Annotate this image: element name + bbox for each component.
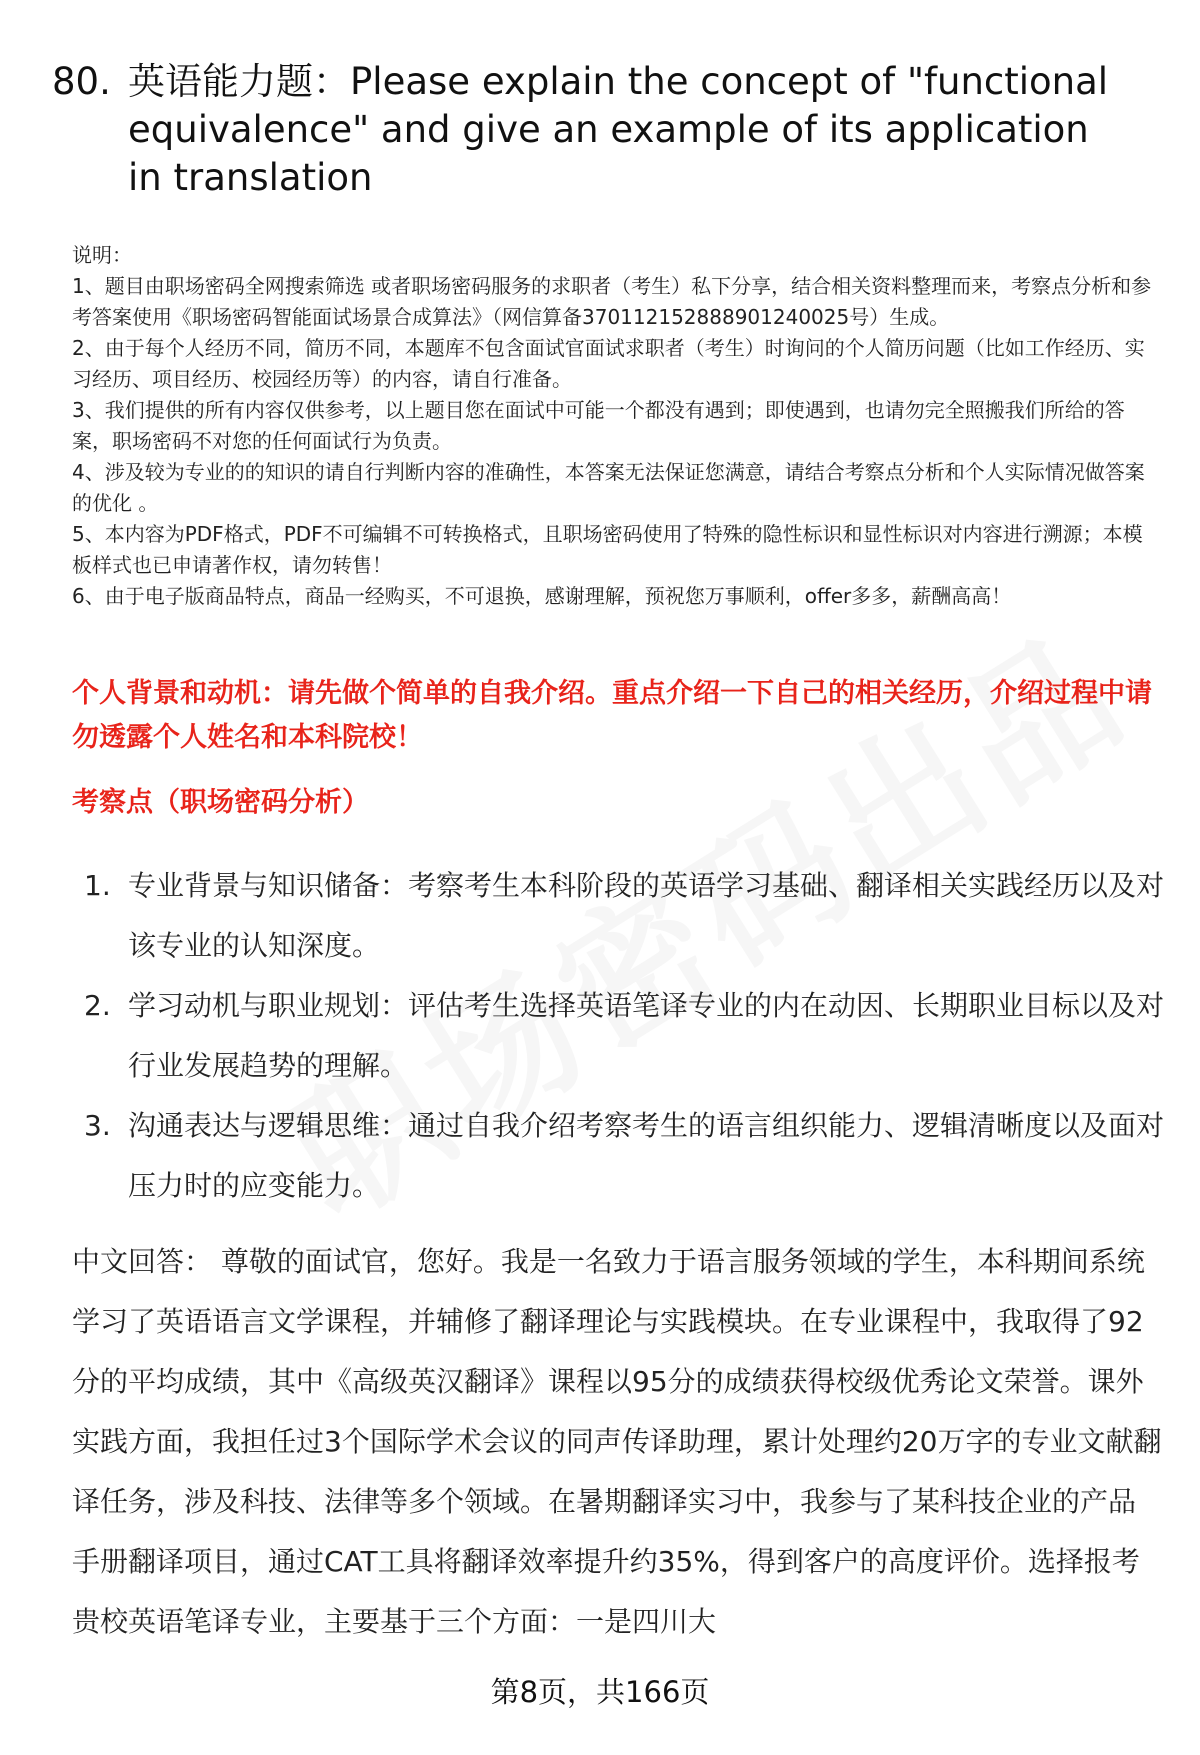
list-item-number: 1. [84, 869, 111, 902]
notes-section [72, 240, 1162, 612]
question-number: 80. [52, 60, 111, 103]
section-heading: 个人背景和动机：请先做个简单的自我介绍。重点介绍一下自己的相关经历，介绍过程中请勿透露个人姓名和本科院校！ [72, 678, 1152, 753]
list-item [84, 976, 1164, 1096]
list-item-number: 3. [84, 1109, 111, 1142]
answer-paragraph: 中文回答： 尊敬的面试官，您好。我是一名致力于语言服务领域的学生，本科期间系统学习了英语语言文学课程，并辅修了翻译理论与实践模块。在专业课程中，我取得了92分的平均成绩，其中《高级英汉翻译》课程以95分的成绩获得校级优秀论文荣誉。课外实践方面，我担任过3个国际学术会议的同声传译助理，累计处理约20万字的专业文献翻译任务，涉及科技、法律等多个领域。在暑期翻译实习中，我参与了某科技企业的产品手册翻译项目，通过CAT工具将翻译效率提升约35%，得到客户的高度评价。选择报考贵校英语笔译专业，主要基于三个方面：一是四川大 [72, 1245, 1162, 1638]
note-item-1: 1、题目由职场密码全网搜索筛选 或者职场密码服务的求职者（考生）私下分享，结合相关资料整理而来，考察点分析和参考答案使用《职场密码智能面试场景合成算法》（网信算备370112152888901240025号）生成。 [72, 274, 1152, 329]
list-item-text: 专业背景与知识储备：考察考生本科阶段的英语学习基础、翻译相关实践经历以及对该专业的认知深度。 [128, 869, 1165, 962]
notes-heading: 说明： [72, 243, 132, 267]
note-item-6: 6、由于电子版商品特点，商品一经购买，不可退换，感谢理解，预祝您万事顺利，offer多多，薪酬高高！ [72, 584, 1012, 608]
list-item [84, 1096, 1164, 1216]
note-item-2: 2、由于每个人经历不同，简历不同，本题库不包含面试官面试求职者（考生）时询问的个人简历问题（比如工作经历、实习经历、项目经历、校园经历等）的内容，请自行准备。 [72, 336, 1145, 391]
note-item-3: 3、我们提供的所有内容仅供参考，以上题目您在面试中可能一个都没有遇到；即使遇到，也请勿完全照搬我们所给的答案，职场密码不对您的任何面试行为负责。 [72, 398, 1125, 453]
question-title [52, 58, 1112, 202]
section-subheading: 考察点（职场密码分析） [72, 787, 369, 818]
assessment-points-list [84, 856, 1164, 1216]
page-number: 第8页，共166页 [490, 1675, 710, 1709]
list-item-text: 沟通表达与逻辑思维：通过自我介绍考察考生的语言组织能力、逻辑清晰度以及面对压力时的应变能力。 [128, 1109, 1165, 1202]
note-item-5: 5、本内容为PDF格式，PDF不可编辑不可转换格式，且职场密码使用了特殊的隐性标识和显性标识对内容进行溯源；本模板样式也已申请著作权，请勿转售！ [72, 522, 1143, 577]
list-item [84, 856, 1164, 976]
note-item-4: 4、涉及较为专业的的知识的请自行判断内容的准确性，本答案无法保证您满意，请结合考察点分析和个人实际情况做答案的优化 。 [72, 460, 1145, 515]
list-item-text: 学习动机与职业规划：评估考生选择英语笔译专业的内在动因、长期职业目标以及对行业发展趋势的理解。 [128, 989, 1165, 1082]
question-text: 英语能力题：Please explain the concept of "functional equivalence" and give an example of its application in translation [128, 60, 1109, 199]
list-item-number: 2. [84, 989, 111, 1022]
